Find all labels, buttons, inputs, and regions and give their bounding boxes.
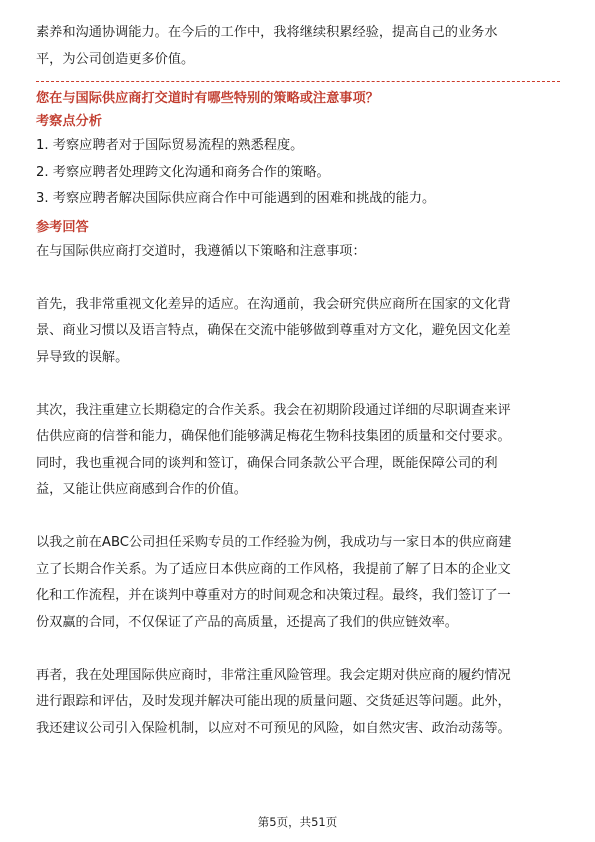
answer-section — [36, 217, 560, 743]
question-block — [36, 81, 560, 111]
page-number: 第5页，共51页 — [257, 815, 338, 829]
analysis-item: 2. 考察应聘者处理跨文化沟通和商务合作的策略。 — [36, 164, 330, 180]
text-line: 益，又能让供应商感到合作的价值。 — [36, 482, 247, 497]
text-line: 以我之前在ABC公司担任采购专员的工作经验为例，我成功与一家日本的供应商建 — [36, 535, 512, 550]
text-line: 首先，我非常重视文化差异的适应。在沟通前，我会研究供应商所在国家的文化背 — [36, 296, 511, 312]
analysis-section — [36, 111, 560, 213]
text-line: 景、商业习惯以及语言特点，确保在交流中能够做到尊重对方文化，避免因文化差 — [36, 323, 511, 338]
dashed-divider — [36, 81, 560, 82]
document-page — [36, 20, 560, 742]
text-line: 份双赢的合同，不仅保证了产品的高质量，还提高了我们的供应链效率。 — [36, 614, 458, 630]
answer-paragraph — [36, 398, 560, 504]
text-line: 化和工作流程，并在谈判中尊重对方的时间观念和决策过程。最终，我们签订了一 — [36, 588, 511, 603]
intro-text — [36, 20, 560, 73]
text-line: 素养和沟通协调能力。在今后的工作中，我将继续积累经验，提高自己的业务水 — [36, 25, 498, 40]
text-line: 同时，我也重视合同的谈判和签订，确保合同条款公平合理，既能保障公司的利 — [36, 455, 498, 471]
answer-paragraph — [36, 663, 560, 743]
text-line: 我还建议公司引入保险机制，以应对不可预见的风险，如自然灾害、政治动荡等。 — [36, 720, 511, 736]
answer-paragraph — [36, 292, 560, 372]
text-line: 估供应商的信誉和能力，确保他们能够满足梅花生物科技集团的质量和交付要求。 — [36, 429, 511, 444]
analysis-heading: 考察点分析 — [36, 114, 102, 129]
text-line: 平，为公司创造更多价值。 — [36, 51, 195, 67]
text-line: 立了长期合作关系。为了适应日本供应商的工作风格，我提前了解了日本的企业文 — [36, 561, 511, 577]
answer-opening: 在与国际供应商打交道时，我遵循以下策略和注意事项： — [36, 243, 366, 259]
analysis-item: 3. 考察应聘者解决国际供应商合作中可能遇到的困难和挑战的能力。 — [36, 191, 436, 206]
text-line: 再者，我在处理国际供应商时，非常注重风险管理。我会定期对供应商的履约情况 — [36, 667, 511, 683]
analysis-item: 1. 考察应聘者对于国际贸易流程的熟悉程度。 — [36, 138, 304, 153]
answer-paragraph — [36, 530, 560, 636]
text-line: 其次，我注重建立长期稳定的合作关系。我会在初期阶段通过详细的尽职调查来评 — [36, 402, 511, 418]
answer-heading: 参考回答 — [36, 219, 89, 235]
question-title: 您在与国际供应商打交道时有哪些特别的策略或注意事项？ — [36, 91, 379, 106]
text-line: 异导致的误解。 — [36, 349, 129, 365]
text-line: 进行跟踪和评估，及时发现并解决可能出现的质量问题、交货延迟等问题。此外， — [36, 694, 511, 709]
